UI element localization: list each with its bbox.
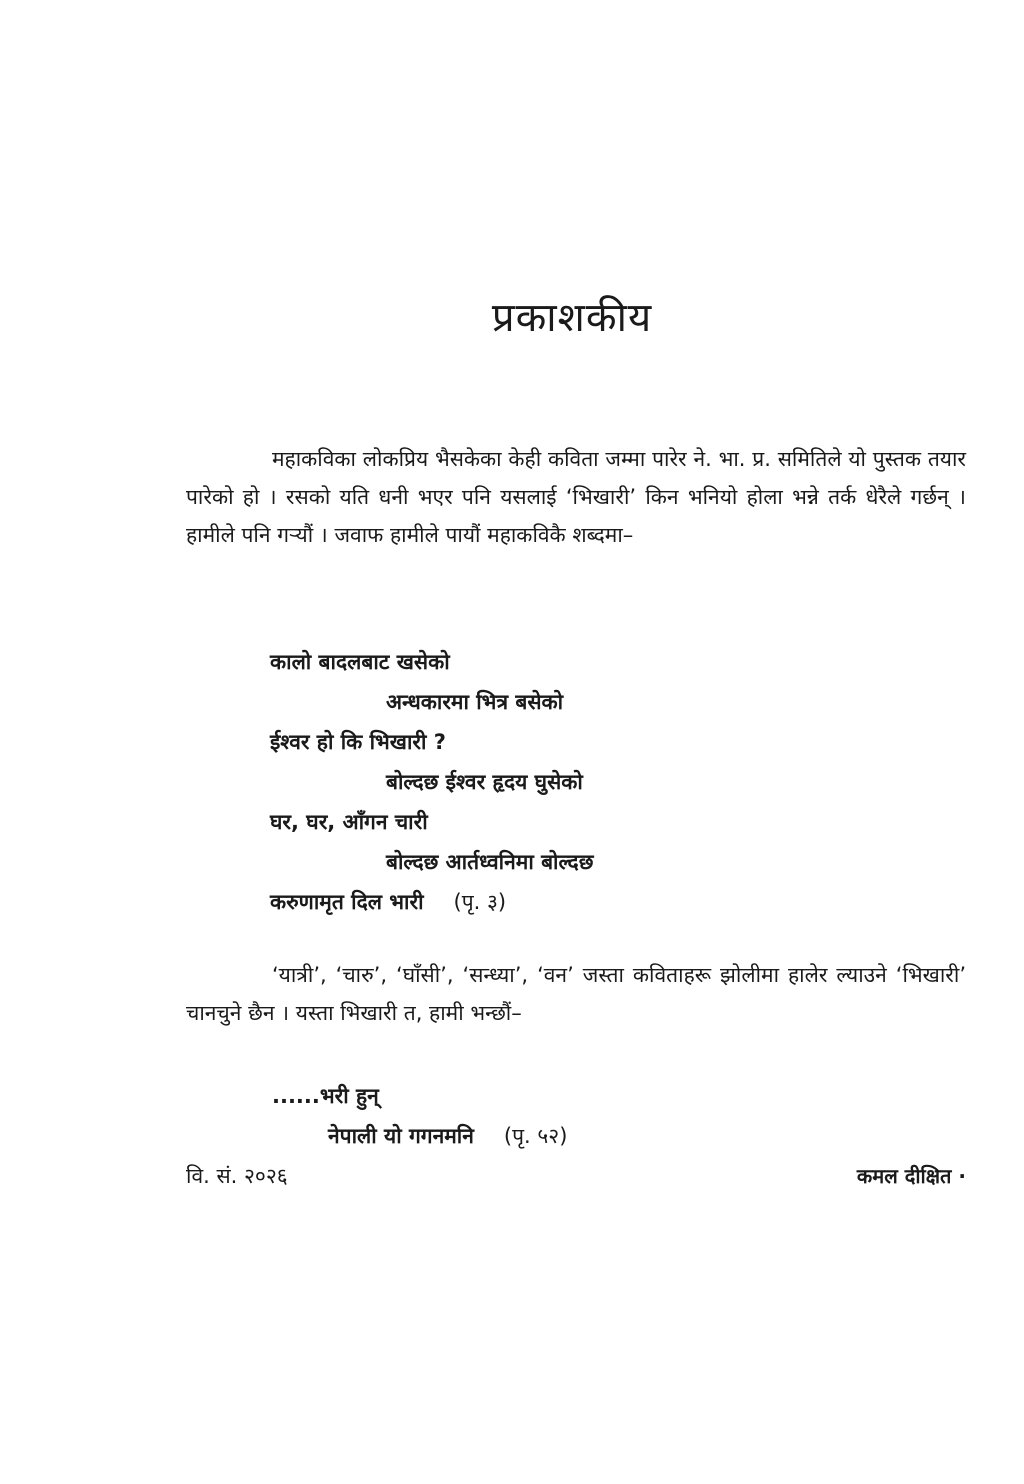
poem-line-7-text: करुणामृत दिल भारी [270,890,424,914]
closing-page-reference: (पृ. ५२) [503,1124,568,1148]
poem-page-reference: (पृ. ३) [453,890,507,914]
poem-line-4: बोल्दछ ईश्वर हृदय घुसेको [386,770,583,794]
page-title: प्रकाशकीय [491,295,653,341]
closing-quote-text: नेपाली यो गगनमनि [328,1124,474,1148]
second-paragraph [186,956,966,1032]
second-paragraph-text: ‘यात्री’, ‘चारु’, ‘घाँसी’, ‘सन्ध्या’, ‘वन’ जस्ता कविताहरू झोलीमा हालेर ल्याउने ‘भिखारी’ चानचुने छैन । यस्ता भिखारी त, हामी भन्छौं– [186,963,966,1025]
author-signature: कमल दीक्षित · [856,1164,966,1188]
poem-line-2: अन्धकारमा भित्र बसेको [386,690,564,714]
intro-paragraph [186,440,966,554]
poem-quote [270,642,593,922]
closing-quote-line-2 [328,1122,567,1150]
poem-line-5: घर, घर, आँगन चारी [270,810,428,834]
poem-line-3: ईश्वर हो कि भिखारी ? [270,730,446,754]
closing-quote-line-1: ......भरी हुन् [272,1084,379,1108]
poem-line-7 [270,882,593,922]
poem-line-6: बोल्दछ आर्तध्वनिमा बोल्दछ [386,850,594,874]
intro-paragraph-text: महाकविका लोकप्रिय भैसकेका केही कविता जम्मा पारेर ने. भा. प्र. समितिले यो पुस्तक तयार पारेको हो । रसको यति धनी भएर पनि यसलाई ‘भिखारी’ किन भनियो होला भन्ने तर्क धेरैले गर्छन् । हामीले पनि गऱ्यौं । जवाफ हामीले पायौं महाकविकै शब्दमा– [186,447,966,547]
poem-line-1: कालो बादलबाट खसेको [270,650,450,674]
publication-date: वि. सं. २०२६ [186,1164,288,1188]
